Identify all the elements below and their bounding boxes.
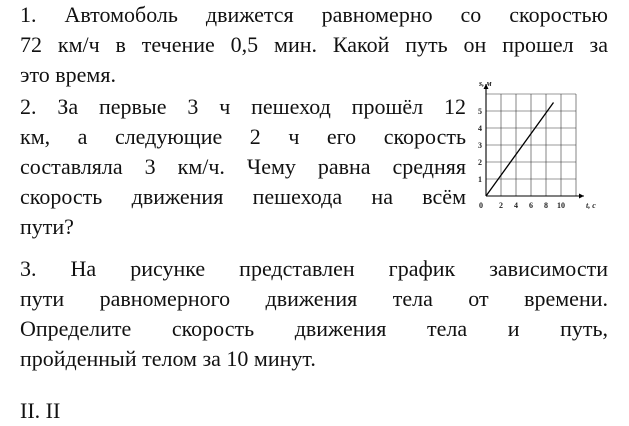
x-axis-label: t, c [586, 201, 596, 210]
y-tick-label: 3 [478, 141, 482, 150]
problem-3-line-3: Определите скорость движения тела и путь, [20, 316, 608, 341]
distance-time-graph [472, 78, 600, 214]
problem-3 [20, 254, 608, 374]
y-tick-label: 4 [478, 124, 482, 133]
problem-3-line-4: пройденный телом за 10 минут. [20, 346, 316, 371]
x-tick-label: 2 [499, 201, 503, 210]
problem-2-line-4: скорость движения пешехода на всём [20, 184, 466, 209]
graph-tick-labels [478, 107, 565, 210]
y-tick-label: 2 [478, 158, 482, 167]
next-section-heading-fragment: II. II [20, 398, 61, 423]
x-tick-label: 6 [529, 201, 533, 210]
problem-1 [20, 0, 608, 90]
y-tick-label: 1 [478, 175, 482, 184]
problem-2-line-3: составляла 3 км/ч. Чему равна средняя [20, 154, 466, 179]
y-axis-label: s, м [479, 79, 492, 88]
graph-axes [484, 84, 585, 199]
graph-series [486, 103, 554, 197]
problem-2-line-2: км, а следующие 2 ч его скорость [20, 124, 466, 149]
y-tick-label: 5 [478, 107, 482, 116]
problem-3-line-1: 3. На рисунке представлен график зависимости [20, 256, 608, 281]
problem-2-line-1: 2. За первые 3 ч пешеход прошёл 12 [20, 94, 466, 119]
problem-2-line-5: пути? [20, 214, 74, 239]
problem-1-line-2: 72 км/ч в течение 0,5 мин. Какой путь он прошел за [20, 32, 608, 57]
x-tick-label: 4 [514, 201, 518, 210]
x-axis-arrow [579, 194, 584, 199]
series-line [486, 103, 554, 197]
graph-grid [486, 94, 576, 196]
problem-1-line-3: это время. [20, 62, 116, 87]
x-tick-label: 8 [544, 201, 548, 210]
problem-1-line-1: 1. Автомоболь движется равномерно со скоростью [20, 2, 608, 27]
x-tick-label: 0 [479, 201, 483, 210]
problem-3-line-2: пути равномерного движения тела от времени. [20, 286, 608, 311]
problem-2 [20, 92, 466, 242]
x-tick-label: 10 [557, 201, 565, 210]
